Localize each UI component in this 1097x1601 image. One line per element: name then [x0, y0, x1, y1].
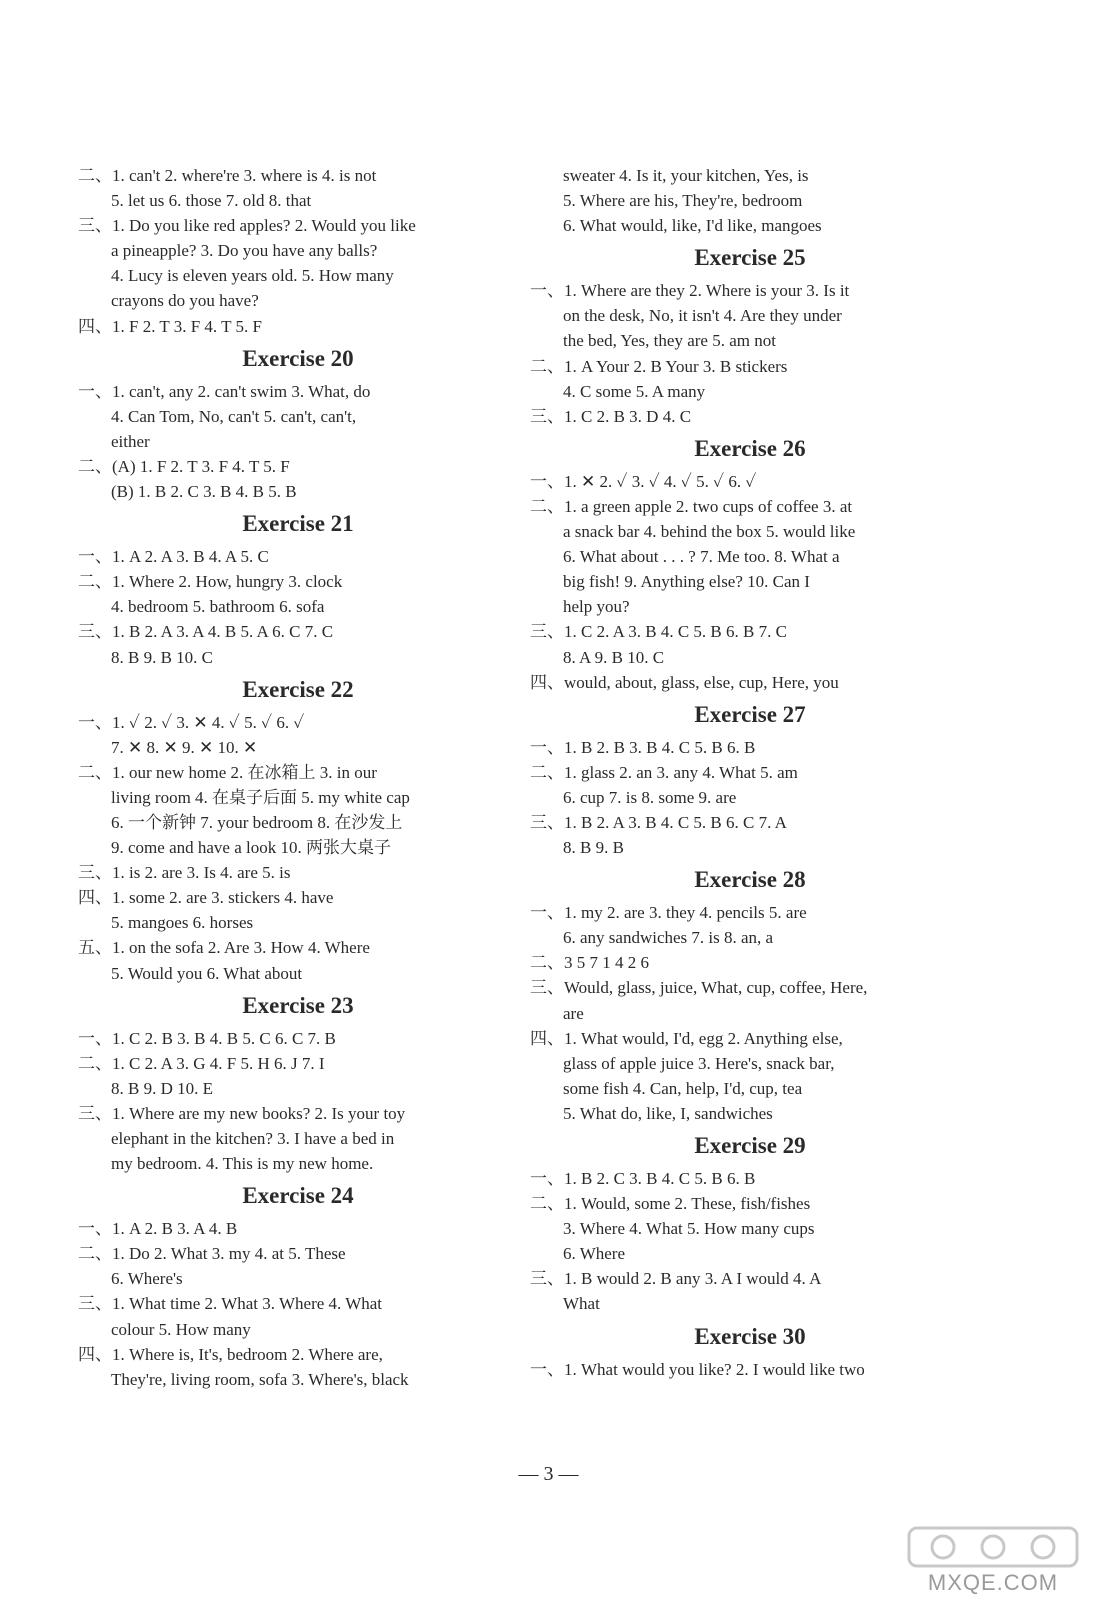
- answer-line: are: [563, 1003, 584, 1023]
- answer-line: 8. B 9. B 10. C: [111, 647, 214, 667]
- answer-line: 三、1. B would 2. B any 3. A I would 4. A: [530, 1269, 822, 1289]
- answer-line: 一、1. A 2. A 3. B 4. A 5. C: [78, 547, 269, 567]
- answer-line: 二、1. Would, some 2. These, fish/fishes: [530, 1194, 811, 1214]
- answer-line: 二、1. Do 2. What 3. my 4. at 5. These: [78, 1244, 346, 1264]
- answer-line: help you?: [563, 597, 630, 617]
- exercise-heading: Exercise 26: [694, 435, 806, 461]
- answer-line: 5. Where are his, They're, bedroom: [563, 191, 803, 211]
- answer-line: 8. B 9. B: [563, 838, 624, 858]
- answer-line: 6. any sandwiches 7. is 8. an, a: [563, 928, 774, 948]
- answer-line: 一、1. my 2. are 3. they 4. pencils 5. are: [530, 903, 807, 923]
- answer-line: 一、1. ✕ 2. ✓ 3. ✓ 4. ✓ 5. ✓ 6. ✓: [530, 471, 757, 491]
- answer-line: a pineapple? 3. Do you have any balls?: [111, 241, 378, 261]
- answer-line: big fish! 9. Anything else? 10. Can I: [563, 572, 810, 592]
- answer-line: 四、1. What would, I'd, egg 2. Anything else,: [530, 1028, 843, 1048]
- answer-line: 一、1. can't, any 2. can't swim 3. What, do: [78, 381, 371, 401]
- answer-line: 二、1. glass 2. an 3. any 4. What 5. am: [530, 762, 798, 782]
- watermark-text: MXQE.COM: [927, 1570, 1059, 1595]
- left-column: [78, 163, 518, 1392]
- right-column: [530, 163, 970, 1382]
- answer-line: 9. come and have a look 10. 两张大桌子: [111, 838, 391, 858]
- exercise-heading: Exercise 23: [242, 992, 354, 1018]
- answer-line: elephant in the kitchen? 3. I have a bed in: [111, 1129, 395, 1148]
- answer-line: 一、1. What would you like? 2. I would like two: [530, 1359, 865, 1379]
- exercise-heading: Exercise 20: [242, 345, 354, 371]
- answer-line: 5. What do, like, I, sandwiches: [563, 1103, 773, 1123]
- answer-line: 一、1. Where are they 2. Where is your 3. Is it: [530, 281, 850, 301]
- answer-line: 8. A 9. B 10. C: [563, 647, 665, 667]
- answer-line: 5. let us 6. those 7. old 8. that: [111, 191, 312, 211]
- answer-line: 三、1. is 2. are 3. Is 4. are 5. is: [78, 863, 291, 883]
- exercise-heading: Exercise 24: [242, 1183, 354, 1209]
- answer-line: 4. Lucy is eleven years old. 5. How many: [111, 266, 394, 286]
- answer-line: either: [111, 431, 150, 451]
- answer-line: 三、1. C 2. B 3. D 4. C: [530, 406, 692, 426]
- answer-line: 二、3 5 7 1 4 2 6: [530, 953, 649, 973]
- exercise-heading: Exercise 27: [694, 701, 806, 727]
- answer-line: 三、1. B 2. A 3. B 4. C 5. B 6. C 7. A: [530, 812, 787, 832]
- answer-line: 一、1. ✓ 2. ✓ 3. ✕ 4. ✓ 5. ✓ 6. ✓: [78, 712, 305, 732]
- answer-line: my bedroom. 4. This is my new home.: [111, 1154, 374, 1174]
- answer-line: 6. What about . . . ? 7. Me too. 8. What a: [563, 547, 840, 567]
- answer-line: 5. Would you 6. What about: [111, 963, 303, 983]
- exercise-heading: Exercise 25: [694, 245, 806, 271]
- answer-line: 三、1. B 2. A 3. A 4. B 5. A 6. C 7. C: [78, 622, 334, 642]
- answer-line: 6. Where: [563, 1244, 625, 1264]
- answer-line: 二、1. Where 2. How, hungry 3. clock: [78, 572, 343, 592]
- exercise-heading: Exercise 28: [694, 867, 806, 893]
- answer-line: glass of apple juice 3. Here's, snack bar,: [563, 1053, 835, 1073]
- answer-line: 3. Where 4. What 5. How many cups: [563, 1219, 815, 1239]
- answer-line: 四、1. some 2. are 3. stickers 4. have: [78, 888, 334, 908]
- answer-line: 一、1. A 2. B 3. A 4. B: [78, 1219, 238, 1239]
- answer-line: 二、1. a green apple 2. two cups of coffee 3. at: [530, 496, 853, 516]
- answer-line: 4. Can Tom, No, can't 5. can't, can't,: [111, 406, 357, 426]
- answer-line: sweater 4. Is it, your kitchen, Yes, is: [563, 166, 809, 185]
- exercise-heading: Exercise 29: [694, 1133, 806, 1158]
- exercise-heading: Exercise 22: [242, 676, 354, 702]
- answer-line: 一、1. B 2. B 3. B 4. C 5. B 6. B: [530, 737, 756, 757]
- answer-line: 二、1. can't 2. where're 3. where is 4. is not: [78, 166, 377, 185]
- exercise-heading: Exercise 30: [694, 1323, 806, 1349]
- answer-line: 三、1. C 2. A 3. B 4. C 5. B 6. B 7. C: [530, 622, 787, 642]
- answer-line: living room 4. 在桌子后面 5. my white cap: [111, 787, 410, 807]
- answer-line: 四、would, about, glass, else, cup, Here, you: [530, 672, 839, 692]
- answer-line: 7. ✕ 8. ✕ 9. ✕ 10. ✕: [111, 737, 258, 757]
- answer-line: on the desk, No, it isn't 4. Are they under: [563, 306, 842, 326]
- answer-line: 二、1. our new home 2. 在冰箱上 3. in our: [78, 762, 377, 782]
- answer-line: 4. C some 5. A many: [563, 381, 706, 401]
- answer-line: the bed, Yes, they are 5. am not: [563, 331, 776, 351]
- answer-line: 一、1. C 2. B 3. B 4. B 5. C 6. C 7. B: [78, 1028, 336, 1048]
- answer-line: 五、1. on the sofa 2. Are 3. How 4. Where: [78, 938, 370, 958]
- page-number: — 3 —: [518, 1463, 579, 1485]
- watermark-icon: [903, 1524, 1083, 1596]
- answer-line: 8. B 9. D 10. E: [111, 1078, 213, 1098]
- answer-line: 二、1. C 2. A 3. G 4. F 5. H 6. J 7. I: [78, 1053, 325, 1073]
- answer-line: 二、1. A Your 2. B Your 3. B stickers: [530, 356, 788, 376]
- answer-line: (B) 1. B 2. C 3. B 4. B 5. B: [111, 482, 297, 502]
- answer-line: 三、1. Do you like red apples? 2. Would you like: [78, 216, 416, 236]
- answer-line: 6. Where's: [111, 1269, 183, 1289]
- answer-line: 三、Would, glass, juice, What, cup, coffee, Here,: [530, 978, 868, 998]
- exercise-heading: Exercise 21: [242, 511, 354, 537]
- answer-line: 四、1. F 2. T 3. F 4. T 5. F: [78, 316, 262, 336]
- answer-line: 4. bedroom 5. bathroom 6. sofa: [111, 597, 325, 617]
- answer-line: 6. 一个新钟 7. your bedroom 8. 在沙发上: [111, 812, 403, 832]
- answer-line: 一、1. B 2. C 3. B 4. C 5. B 6. B: [530, 1169, 756, 1188]
- answer-line: 二、(A) 1. F 2. T 3. F 4. T 5. F: [78, 456, 290, 476]
- answer-line: What: [563, 1294, 600, 1314]
- answer-line: 6. What would, like, I'd like, mangoes: [563, 216, 822, 236]
- answer-line: 5. mangoes 6. horses: [111, 913, 254, 933]
- answer-line: crayons do you have?: [111, 291, 259, 311]
- watermark-logo: [903, 1524, 1083, 1596]
- answer-line: some fish 4. Can, help, I'd, cup, tea: [563, 1078, 803, 1098]
- answer-line: They're, living room, sofa 3. Where's, black: [111, 1369, 409, 1389]
- answer-line: 四、1. Where is, It's, bedroom 2. Where are,: [78, 1344, 383, 1364]
- answer-line: colour 5. How many: [111, 1319, 251, 1339]
- answer-line: 三、1. Where are my new books? 2. Is your toy: [78, 1103, 406, 1123]
- answer-line: 6. cup 7. is 8. some 9. are: [563, 787, 737, 807]
- answer-line: a snack bar 4. behind the box 5. would like: [563, 522, 856, 542]
- answer-line: 三、1. What time 2. What 3. Where 4. What: [78, 1294, 383, 1314]
